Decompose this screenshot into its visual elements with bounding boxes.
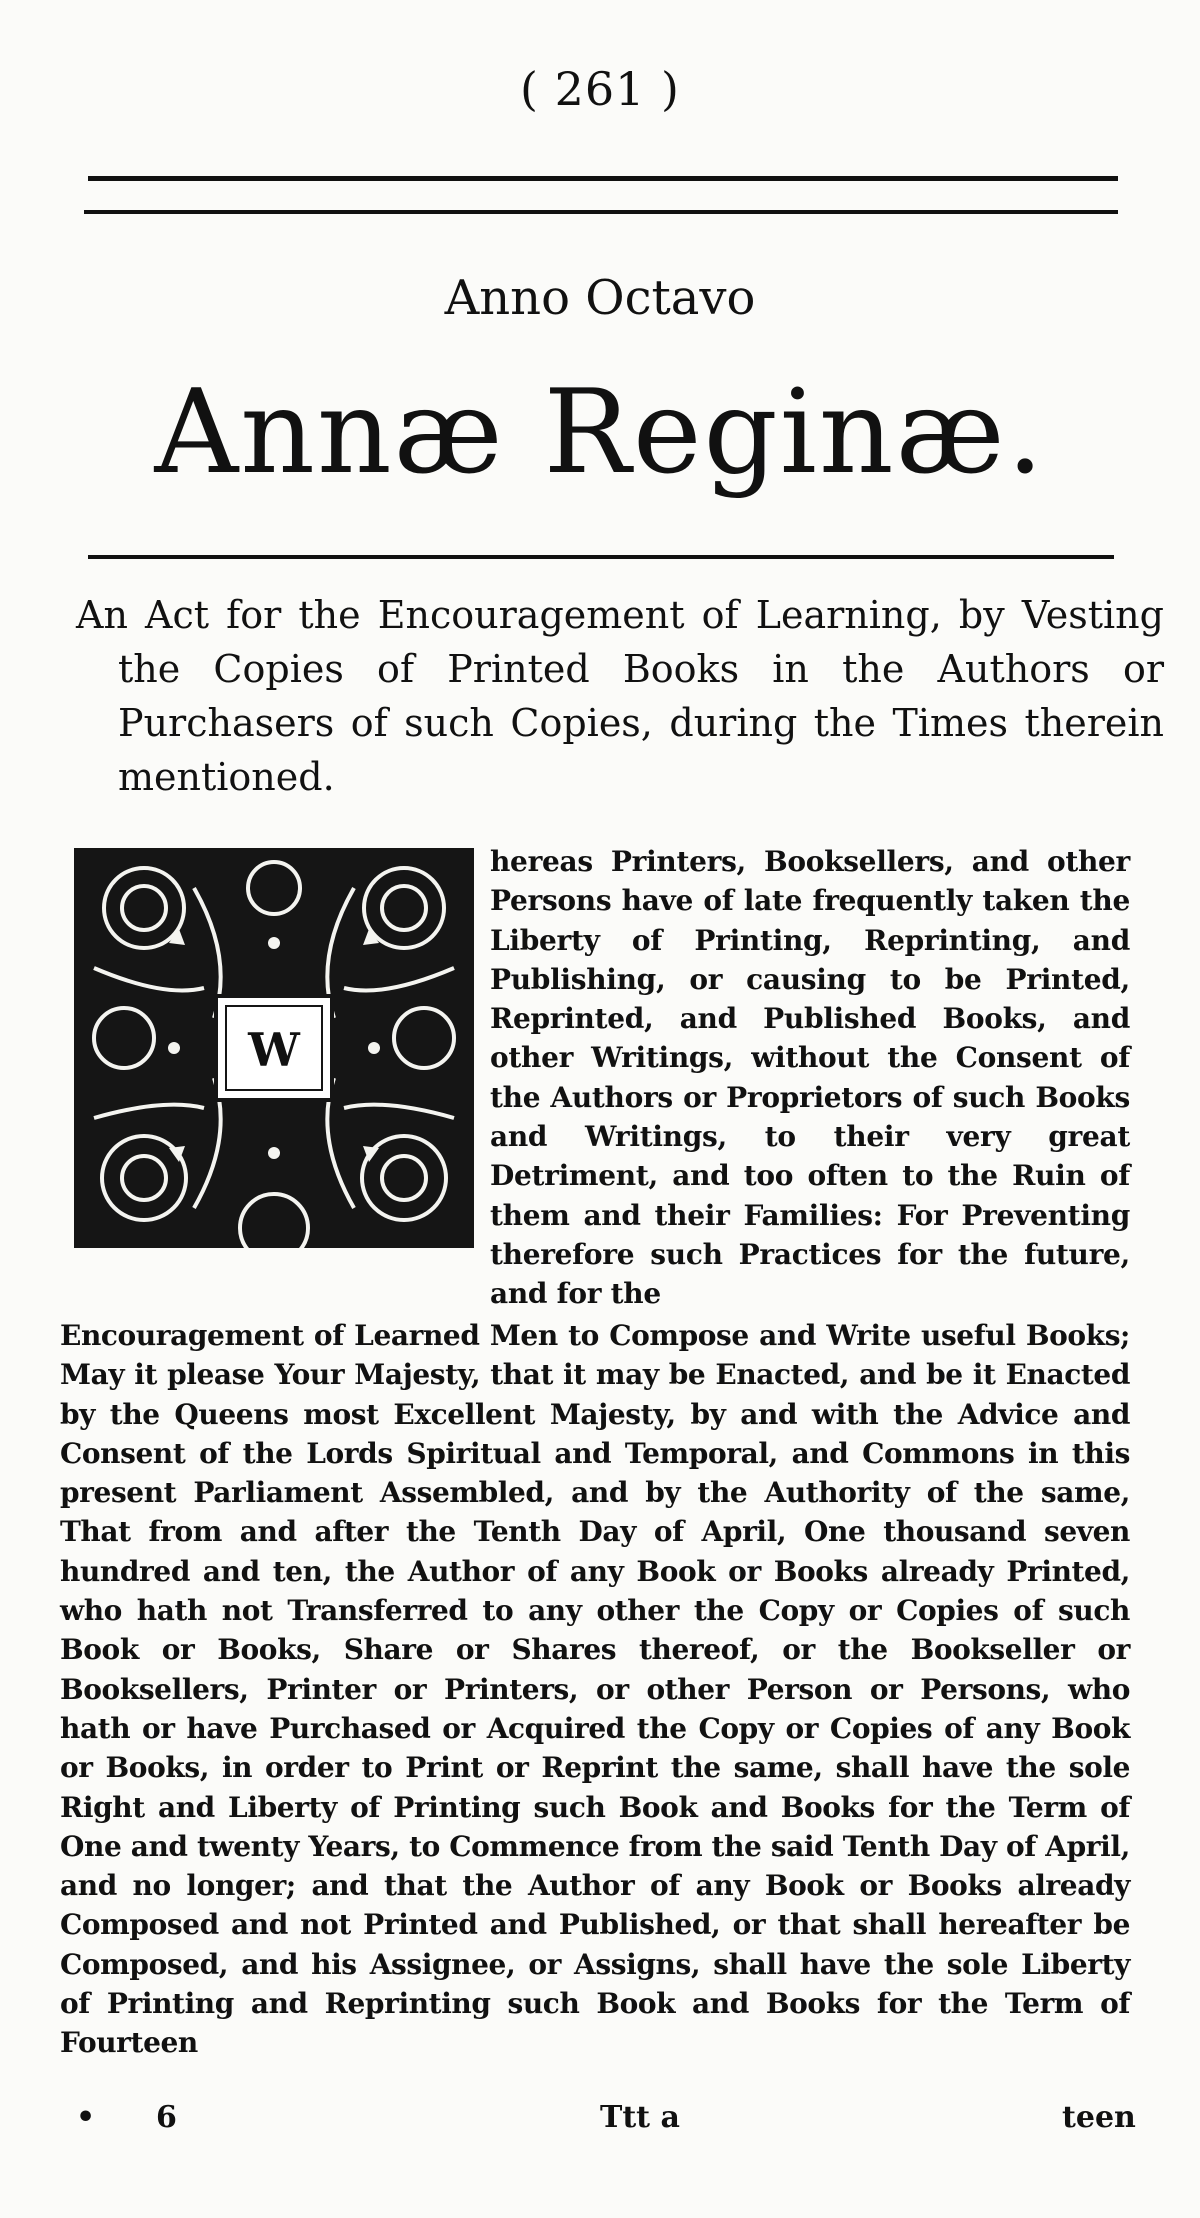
catchword: teen bbox=[1062, 2100, 1136, 2135]
page-number: ( 261 ) bbox=[520, 62, 680, 116]
title-rule bbox=[88, 555, 1114, 559]
body-text: Encouragement of Learned Men to Compose and Write useful Books; May it please Your Majesty, that it may be Enacted, and be it Enacted by the Queens most Excellent Majesty, by and with the Advice and Consent of the Lords Spiritual and Temporal, and Commons in this present Parliament Assembled, and by the Authority of the same, That from and after the Tenth Day of April, One thousand seven hundred and ten, the Author of any Book or Books already Printed, who hath not Transferred to any other the Copy or Copies of such Book or Books, Share or Shares thereof, or the Bookseller or Booksellers, Printer or Printers, or other Person or Persons, who hath or have Purchased or Acquired the Copy or Copies of any Book or Books, in order to Print or Reprint the same, shall have the sole Right and Liberty of Printing such Book and Books for the Term of One and twenty Years, to Commence from the said Tenth Day of April, and no longer; and that the Author of any Book or Books already Composed and not Printed and Published, or that shall hereafter be Composed, and his Assignee, or Assigns, shall have the sole Liberty of Printing and Reprinting such Book and Books for the Term of Fourteen bbox=[60, 1319, 1130, 2060]
body-text-beside-initial: hereas Printers, Booksellers, and other Persons have of late frequently taken the Liberty of Printing, Reprinting, and Publishing, or causing to be Printed, Reprinted, and Published Books, and other Writings, without the Consent of the Authors or Proprietors of such Books and Writings, to their very great Detriment, and too often to the Ruin of them and their Families: For Preventing therefore such Practices for the future, and for the bbox=[490, 845, 1130, 1311]
initial-letter: W bbox=[248, 1023, 300, 1077]
top-rule bbox=[88, 176, 1118, 181]
top-rule-second bbox=[84, 210, 1118, 214]
title-annae-reginae: Annæ Reginæ. bbox=[154, 365, 1046, 500]
footer-mark: • bbox=[76, 2100, 96, 2135]
signature-mark: 6 bbox=[156, 2100, 177, 2135]
woodcut-ornament-icon bbox=[74, 848, 474, 1248]
signature-catchword: Ttt a bbox=[600, 2100, 680, 2135]
act-title: An Act for the Encouragement of Learning, by Vesting the Copies of Printed Books in the Authors or Purchasers of such Copies, during the Times therein mentioned. bbox=[76, 593, 1164, 799]
decorated-initial bbox=[74, 848, 474, 1248]
title-anno-octavo: Anno Octavo bbox=[444, 270, 756, 326]
